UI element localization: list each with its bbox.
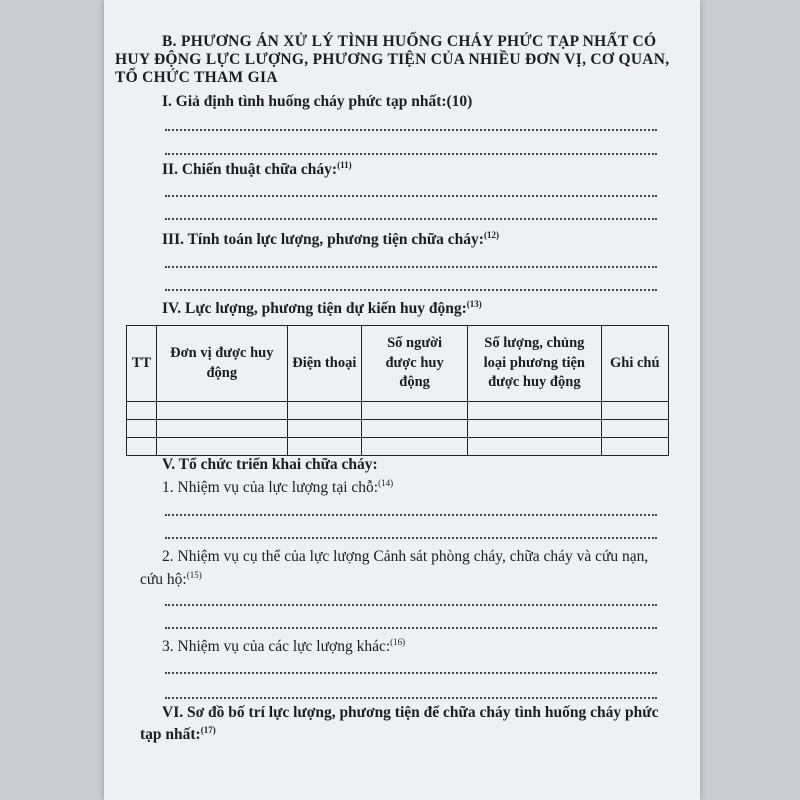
section-5-item-1: 1. Nhiệm vụ của lực lượng tại chỗ:$^{(14)}$ — [162, 477, 394, 496]
section-2-title: II. Chiến thuật chữa cháy:$^{(11)}$ — [162, 159, 352, 178]
table-header-tt: TT — [127, 326, 157, 402]
section-b-title-line3: TỔ CHỨC THAM GIA — [115, 69, 278, 86]
dotted-line — [165, 672, 657, 674]
dotted-line — [165, 697, 657, 699]
table-header-phone: Điện thoại — [287, 326, 362, 402]
section-5-item-2-line2: cứu hộ:$^{(15)}$ — [140, 569, 202, 588]
section-6-title-line1: VI. Sơ đồ bố trí lực lượng, phương tiện để chữa cháy tình huống cháy phức — [162, 704, 659, 721]
table-header-equipment: Số lượng, chủng loại phương tiện được huy động — [468, 326, 602, 402]
table-header-note: Ghi chú — [601, 326, 668, 402]
section-6-title-line2: tạp nhất:$^{(17)}$ — [140, 724, 216, 743]
section-4-title: IV. Lực lượng, phương tiện dự kiến huy động:$^{(13)}$ — [162, 298, 482, 317]
dotted-line — [165, 537, 657, 539]
dotted-line — [165, 627, 657, 629]
section-1-title: I. Giả định tình huống cháy phức tạp nhất:(10) — [162, 93, 473, 110]
section-b-title-line1: B. PHƯƠNG ÁN XỬ LÝ TÌNH HUỐNG CHÁY PHỨC TẠP NHẤT CÓ — [162, 33, 657, 50]
table-header-unit: Đơn vị được huy động — [157, 326, 288, 402]
section-3-title: III. Tính toán lực lượng, phương tiện chữa cháy:$^{(12)}$ — [162, 229, 499, 248]
table-header-people: Số người được huy động — [362, 326, 468, 402]
section-5-item-3: 3. Nhiệm vụ của các lực lượng khác:$^{(16)}$ — [162, 636, 406, 655]
dotted-line — [165, 604, 657, 606]
section-5-item-2-line1: 2. Nhiệm vụ cụ thể của lực lượng Cảnh sát phòng cháy, chữa cháy và cứu nạn, — [162, 548, 649, 565]
dotted-line — [165, 514, 657, 516]
section-5-title: V. Tổ chức triển khai chữa cháy: — [162, 456, 378, 473]
section-b-title-line2: HUY ĐỘNG LỰC LƯỢNG, PHƯƠNG TIỆN CỦA NHIỀU ĐƠN VỊ, CƠ QUAN, — [115, 51, 670, 68]
